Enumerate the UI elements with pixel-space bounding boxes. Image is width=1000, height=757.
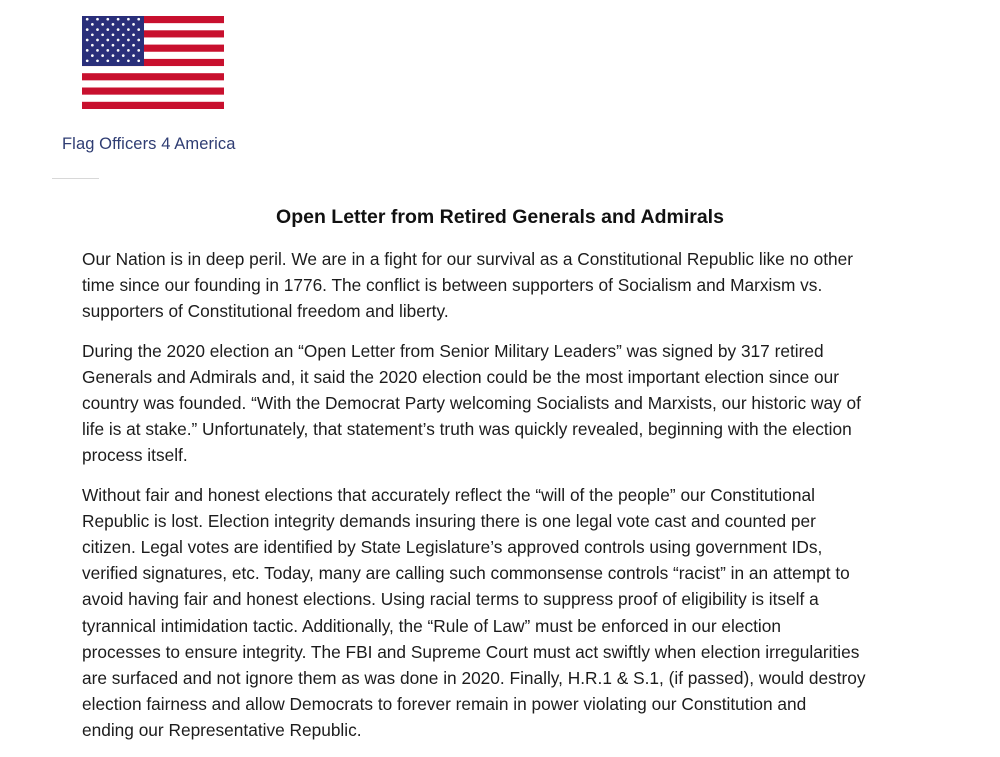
text-line: process itself. — [82, 445, 188, 466]
text-line: country was founded. “With the Democrat Party welcoming Socialists and Marxists, our historic way of — [82, 393, 861, 414]
letter-body — [82, 246, 932, 757]
letter-title: Open Letter from Retired Generals and Admirals — [276, 206, 724, 228]
paragraph-2 — [82, 338, 932, 469]
text-line: Generals and Admirals and, it said the 2020 election could be the most important election since our — [82, 366, 839, 387]
paragraph-1 — [82, 246, 932, 325]
organization-name: Flag Officers 4 America — [62, 135, 236, 153]
text-line: election fairness and allow Democrats to forever remain in power violating our Constitution and — [82, 694, 807, 715]
text-line: time since our founding in 1776. The conflict is between supporters of Socialism and Marxism vs. — [82, 275, 823, 296]
text-line: citizen. Legal votes are identified by State Legislature’s approved controls using government IDs, — [82, 537, 823, 558]
text-line: Without fair and honest elections that accurately reflect the “will of the people” our Constitutional — [82, 484, 815, 505]
text-line: verified signatures, etc. Today, many are calling such commonsense controls “racist” in an attempt to — [82, 563, 850, 584]
text-line: avoid having fair and honest elections. Using racial terms to suppress proof of eligibility is itself a — [82, 589, 819, 610]
text-line: ending our Representative Republic. — [82, 720, 362, 741]
us-flag-icon — [82, 16, 224, 109]
text-line: tyrannical intimidation tactic. Additionally, the “Rule of Law” must be enforced in our election — [82, 615, 781, 636]
text-line: are surfaced and not ignore them as was done in 2020. Finally, H.R.1 & S.1, (if passed), would destroy — [82, 668, 866, 689]
text-line: supporters of Constitutional freedom and liberty. — [82, 301, 449, 322]
text-line: Our Nation is in deep peril. We are in a fight for our survival as a Constitutional Republic like no other — [82, 249, 854, 269]
header-divider — [52, 178, 99, 179]
text-line: life is at stake.” Unfortunately, that statement’s truth was quickly revealed, beginning with the election — [82, 419, 852, 440]
text-line: During the 2020 election an “Open Letter from Senior Military Leaders” was signed by 317 retired — [82, 340, 824, 361]
text-line: processes to ensure integrity. The FBI and Supreme Court must act swiftly when election irregularities — [82, 641, 860, 662]
paragraph-3 — [82, 482, 932, 744]
text-line: Republic is lost. Election integrity demands insuring there is one legal vote cast and counted per — [82, 510, 816, 531]
